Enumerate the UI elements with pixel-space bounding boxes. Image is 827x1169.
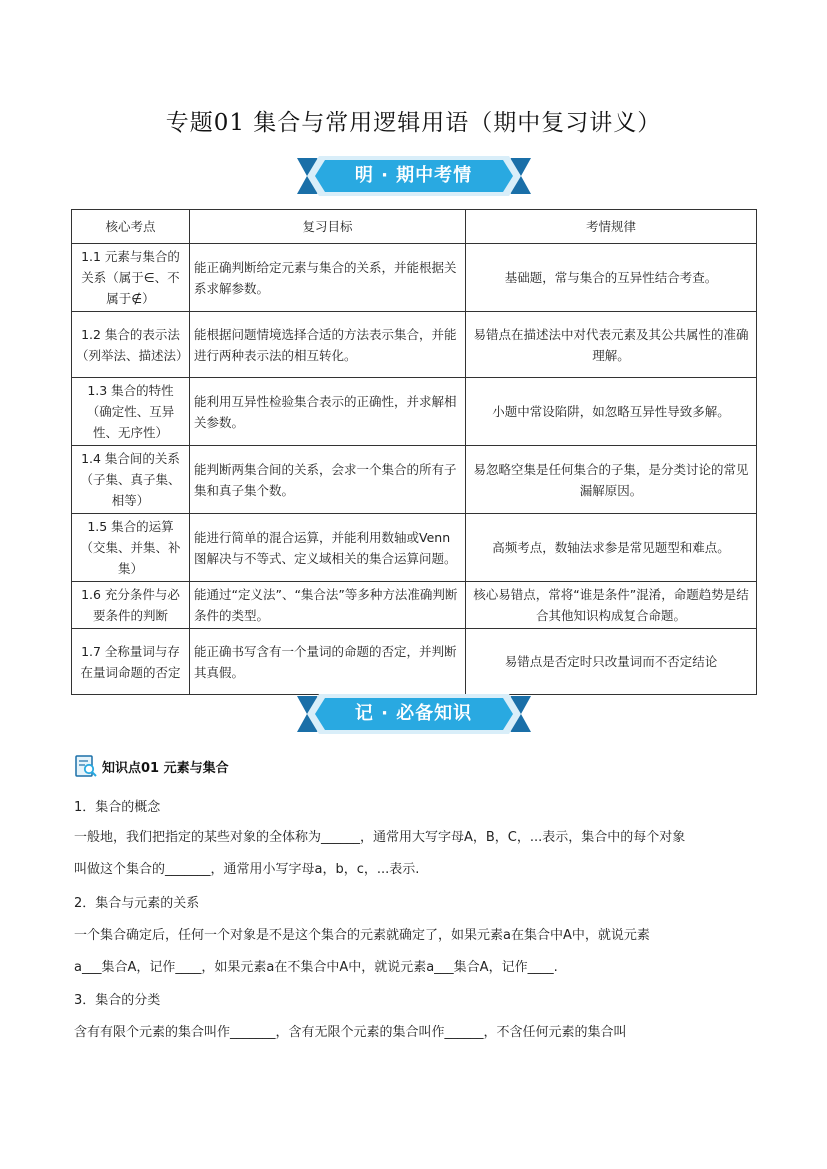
goal-cell: 能通过“定义法”、“集合法”等多种方法准确判断条件的类型。	[190, 582, 466, 629]
table-header-row	[72, 210, 757, 244]
pattern-cell: 核心易错点，常将“谁是条件”混淆，命题趋势是结合其他知识构成复合命题。	[466, 582, 757, 629]
table-row	[72, 378, 757, 446]
paragraph-line: 含有有限个元素的集合叫作_______，含有无限个元素的集合叫作______，不含任何元素的集合叫	[74, 1025, 627, 1040]
knowledge-point-title: 知识点01 元素与集合	[102, 760, 229, 776]
section-banner-exam-overview	[297, 154, 531, 198]
paragraph-line: 一般地，我们把指定的某些对象的全体称为______，通常用大写字母A，B，C，...表示，集合中的每个对象	[74, 830, 686, 845]
goal-cell: 能正确判断给定元素与集合的关系，并能根据关系求解参数。	[190, 244, 466, 312]
table-row	[72, 446, 757, 514]
header-cell: 考情规律	[466, 210, 757, 244]
paragraph-line: 叫做这个集合的_______，通常用小写字母a，b，c，...表示.	[74, 862, 420, 877]
pattern-cell: 易错点是否定时只改量词而不否定结论	[466, 629, 757, 695]
table-row	[72, 582, 757, 629]
pattern-cell: 易忽略空集是任何集合的子集，是分类讨论的常见漏解原因。	[466, 446, 757, 514]
topic-cell: 1.3 集合的特性（确定性、互异性、无序性）	[72, 378, 190, 446]
pattern-cell: 高频考点，数轴法求参是常见题型和难点。	[466, 514, 757, 582]
page-title: 专题01 集合与常用逻辑用语（期中复习讲义）	[165, 110, 662, 136]
goal-cell: 能进行简单的混合运算，并能利用数轴或Venn图解决与不等式、定义域相关的集合运算问题。	[190, 514, 466, 582]
topic-cell: 1.5 集合的运算（交集、并集、补集）	[72, 514, 190, 582]
goal-cell: 能根据问题情境选择合适的方法表示集合，并能进行两种表示法的相互转化。	[190, 312, 466, 378]
table-row	[72, 312, 757, 378]
banner-label: 明 · 期中考情	[354, 165, 473, 186]
pattern-cell: 易错点在描述法中对代表元素及其公共属性的准确理解。	[466, 312, 757, 378]
exam-overview-table	[71, 209, 757, 695]
paragraph-line: 一个集合确定后，任何一个对象是不是这个集合的元素就确定了，如果元素a在集合中A中，就说元素	[74, 928, 650, 943]
goal-cell: 能利用互异性检验集合表示的正确性，并求解相关参数。	[190, 378, 466, 446]
topic-cell: 1.7 全称量词与存在量词命题的否定	[72, 629, 190, 695]
knowledge-point-heading	[74, 753, 229, 779]
book-search-icon	[74, 754, 98, 778]
table-row	[72, 244, 757, 312]
pattern-cell: 小题中常设陷阱，如忽略互异性导致多解。	[466, 378, 757, 446]
banner-label: 记 · 必备知识	[354, 703, 473, 724]
pattern-cell: 基础题，常与集合的互异性结合考查。	[466, 244, 757, 312]
header-cell: 核心考点	[72, 210, 190, 244]
section-title: 2．集合与元素的关系	[74, 896, 200, 911]
topic-cell: 1.4 集合间的关系（子集、真子集、相等）	[72, 446, 190, 514]
goal-cell: 能正确书写含有一个量词的命题的否定，并判断其真假。	[190, 629, 466, 695]
section-banner-essential-knowledge	[297, 692, 531, 736]
topic-cell: 1.1 元素与集合的关系（属于∈、不属于∉）	[72, 244, 190, 312]
paragraph-line: a___集合A，记作____，如果元素a在不集合中A中，就说元素a___集合A，记作____.	[74, 960, 558, 975]
table-row	[72, 629, 757, 695]
section-title: 1．集合的概念	[74, 800, 161, 815]
table-row	[72, 514, 757, 582]
topic-cell: 1.6 充分条件与必要条件的判断	[72, 582, 190, 629]
goal-cell: 能判断两集合间的关系，会求一个集合的所有子集和真子集个数。	[190, 446, 466, 514]
header-cell: 复习目标	[190, 210, 466, 244]
topic-cell: 1.2 集合的表示法（列举法、描述法）	[72, 312, 190, 378]
section-title: 3．集合的分类	[74, 993, 161, 1008]
